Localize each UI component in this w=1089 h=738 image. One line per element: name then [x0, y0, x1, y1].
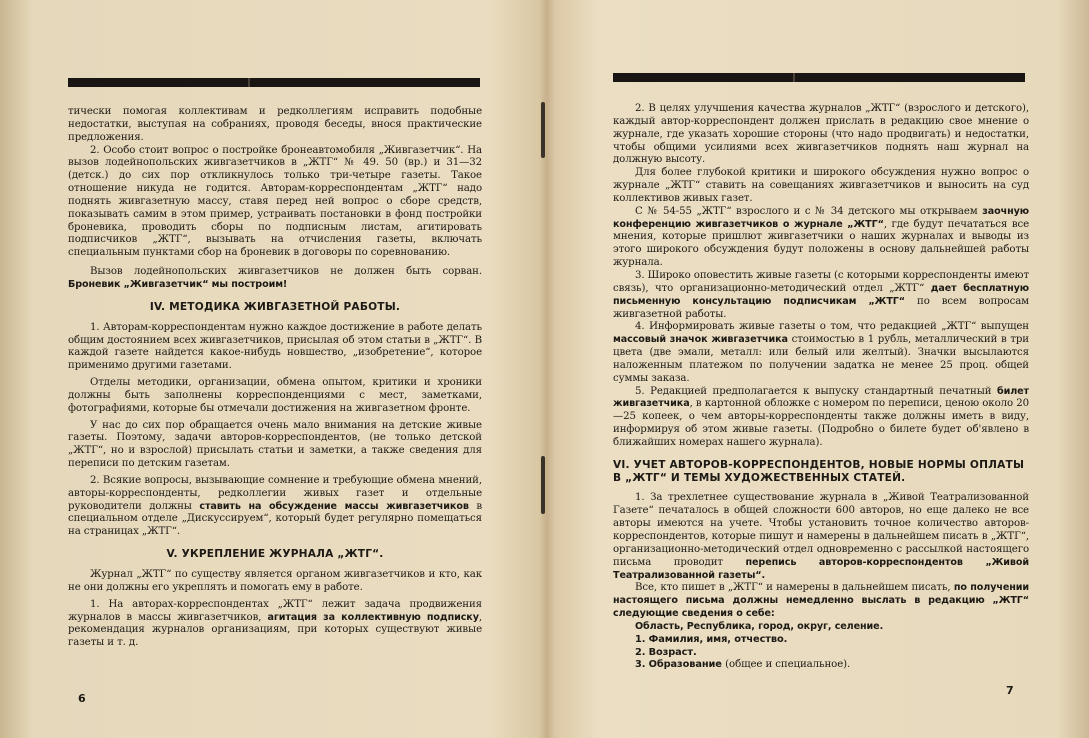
left-text-column [68, 106, 482, 650]
right-page [545, 0, 1089, 738]
paragraph: Для более глубокой критики и широкого обсуждения нужно вопрос о журнале „ЖТГ“ ставить на совещаниях живгазетчиков и выносить на суд коллективов живых газет. [613, 167, 1029, 204]
list-item: 3. Образование (общее и специальное). [635, 659, 851, 671]
paragraph: 5. Редакцией предполагается к выпуску стандартный печатный билет живгазетчика, в картонной обложке с номером по переписи, ценою около 20—25 копеек, о чем авторы-корреспонденты также должны иметь в виду, информируя об этом живые газеты. (Подробно о билете будет об'явлено в ближайших номерах нашего журнала). [613, 385, 1030, 448]
section-heading: IV. МЕТОДИКА ЖИВГАЗЕТНОЙ РАБОТЫ. [149, 300, 401, 313]
paragraph: У нас до сих пор обращается очень мало внимания на детские живые газеты. Поэтому, задачи авторов-корреспондентов, (не только детской „ЖТГ“, но и взрослой) присылать статьи и заметки, а также сведения для переписи по детским газетам. [68, 419, 482, 470]
list-item: 1. Фамилия, имя, отчество. [635, 633, 788, 645]
paragraph: тически помогая коллективам и редколлегиям исправить подобные недостатки, выступая на собраниях, проводя беседы, внося практические предложения. [68, 106, 482, 143]
paragraph: 4. Информировать живые газеты о том, что редакцией „ЖТГ“ выпущен массовый значок живгазетчика стоимостью в 1 рубль, металлический в три цвета (две эмали, металл: или белый или желтый). Значки высылаются наложенным платежом по получении задатка не менее 25 проц. общей суммы заказа. [613, 321, 1029, 384]
list-item: 2. Возраст. [635, 646, 697, 658]
paragraph: Все, кто пишет в „ЖТГ“ и намерены в дальнейшем писать, по получении настоящего письма должны немедленно выслать в редакцию „ЖТГ“ следующие сведения о себе: [613, 582, 1030, 620]
paragraph: 2. В целях улучшения качества журналов „ЖТГ“ (взрослого и детского), каждый автор-корреспондент должен прислать в редакцию свое мнение о журнале, где указать хорошие стороны (что надо продвигать) и недостатки, чтобы общими усилиями всех живгазетчиков поднять наш журнал на должную высоту. [613, 103, 1029, 166]
paragraph: 2. Всякие вопросы, вызывающие сомнение и требующие обмена мнений, авторы-корреспонденты, редколлегии живых газет и отдельные руководители должны ставить на обсуждение массы живгазетчиков в специальном отделе „Дискуссируем“, который будет регулярно помещаться на страницах „ЖТГ“. [68, 474, 483, 538]
paragraph: 2. Особо стоит вопрос о постройке бронеавтомобиля „Живгазетчик“. На вызов лодейнопольских живгазетчиков в „ЖТГ“ № 49. 50 (вр.) и 31—32 (детск.) до сих пор откликнулось только три-четыре газеты. Такое отношение никуда не годится. Авторам-корреспондентам „ЖТГ“ надо поднять живгазетную массу, ставя перед ней вопрос о сборе средств, показывать самим в этом пример, устраивать постановки в фонд постройки броневика, проводить сборы по подписным листам, агитировать подписчиков „ЖТГ“, вызывать на отчисления газеты, включать специальным пунктами сбор на броневик в договоры по соревнованию. [68, 144, 482, 259]
paragraph: Вызов лодейнопольских живгазетчиков не должен быть сорван. Броневик „Живгазетчик“ мы построим! [68, 266, 482, 290]
section-heading: VI. УЧЕТ АВТОРОВ-КОРРЕСПОНДЕНТОВ, НОВЫЕ НОРМЫ ОПЛАТЫ В „ЖТГ“ И ТЕМЫ ХУДОЖЕСТВЕННЫХ СТАТЕЙ. [613, 458, 1025, 484]
paragraph: 1. На авторах-корреспондентах „ЖТГ“ лежит задача продвижения журналов в массы живгазетчиков, агитация за коллективную подписку, рекомендация журналов организациям, при которых существуют живые газеты и т. д. [68, 598, 483, 649]
paragraph: 1. Авторам-корреспондентам нужно каждое достижение в работе делать общим достоянием всех живгазетчиков, присылая об этом статьи в „ЖТГ“. В каждой газете найдется какое-нибудь новшество, „изобретение“, которое применимо другими газетами. [68, 321, 482, 372]
right-text-column [613, 103, 1029, 672]
slogan: Броневик „Живгазетчик“ мы построим! [68, 278, 288, 290]
paragraph: Журнал „ЖТГ“ по существу является органом живгазетчиков и кто, как не они должны его укреплять и помогать ему в работе. [68, 569, 482, 593]
paragraph: 1. За трехлетнее существование журнала в „Живой Театрализованной Газете“ печаталось в общей сложности 600 авторов, но еще далеко не все авторы имеются на учете. Чтобы установить точное количество авторов-корреспондентов, которые пишут и намерены в дальнейшем писать в „ЖТГ“, организационно-методический отдел одновременно с рассылкой настоящего письма проводит перепись авторов-корреспондентов „Живой Театрализованной газеты“. [613, 492, 1029, 581]
top-rule [68, 78, 480, 87]
paragraph: С № 54-55 „ЖТГ“ взрослого и с № 34 детского мы открываем заочную конференцию живгазетчиков о журнале „ЖТГ“, где будут печататься все мнения, которые пришлют живгазетчики о наших журналах и выводы из этого широкого обсуждения будут положены в основу дальнейшей работы журнала. [613, 205, 1029, 269]
page-number: 6 [78, 692, 86, 705]
page-number: 7 [1006, 684, 1014, 697]
section-heading: V. УКРЕПЛЕНИЕ ЖУРНАЛА „ЖТГ“. [166, 548, 384, 561]
paragraph: Отделы методики, организации, обмена опытом, критики и хроники должны быть заполнены корреспонденциями с мест, заметками, фотографиями, которые бы отмечали достижения на живгазетном фронте. [68, 377, 482, 414]
paragraph: 3. Широко оповестить живые газеты (с которыми корреспонденты имеют связь), что организационно-методический отдел „ЖТГ“ дает бесплатную письменную консультацию подписчикам „ЖТГ“ по всем вопросам живгазетной работы. [613, 269, 1030, 320]
paragraph: Область, Республика, город, округ, селение. [635, 620, 884, 632]
info-list [613, 634, 1029, 673]
top-rule [613, 73, 1025, 82]
